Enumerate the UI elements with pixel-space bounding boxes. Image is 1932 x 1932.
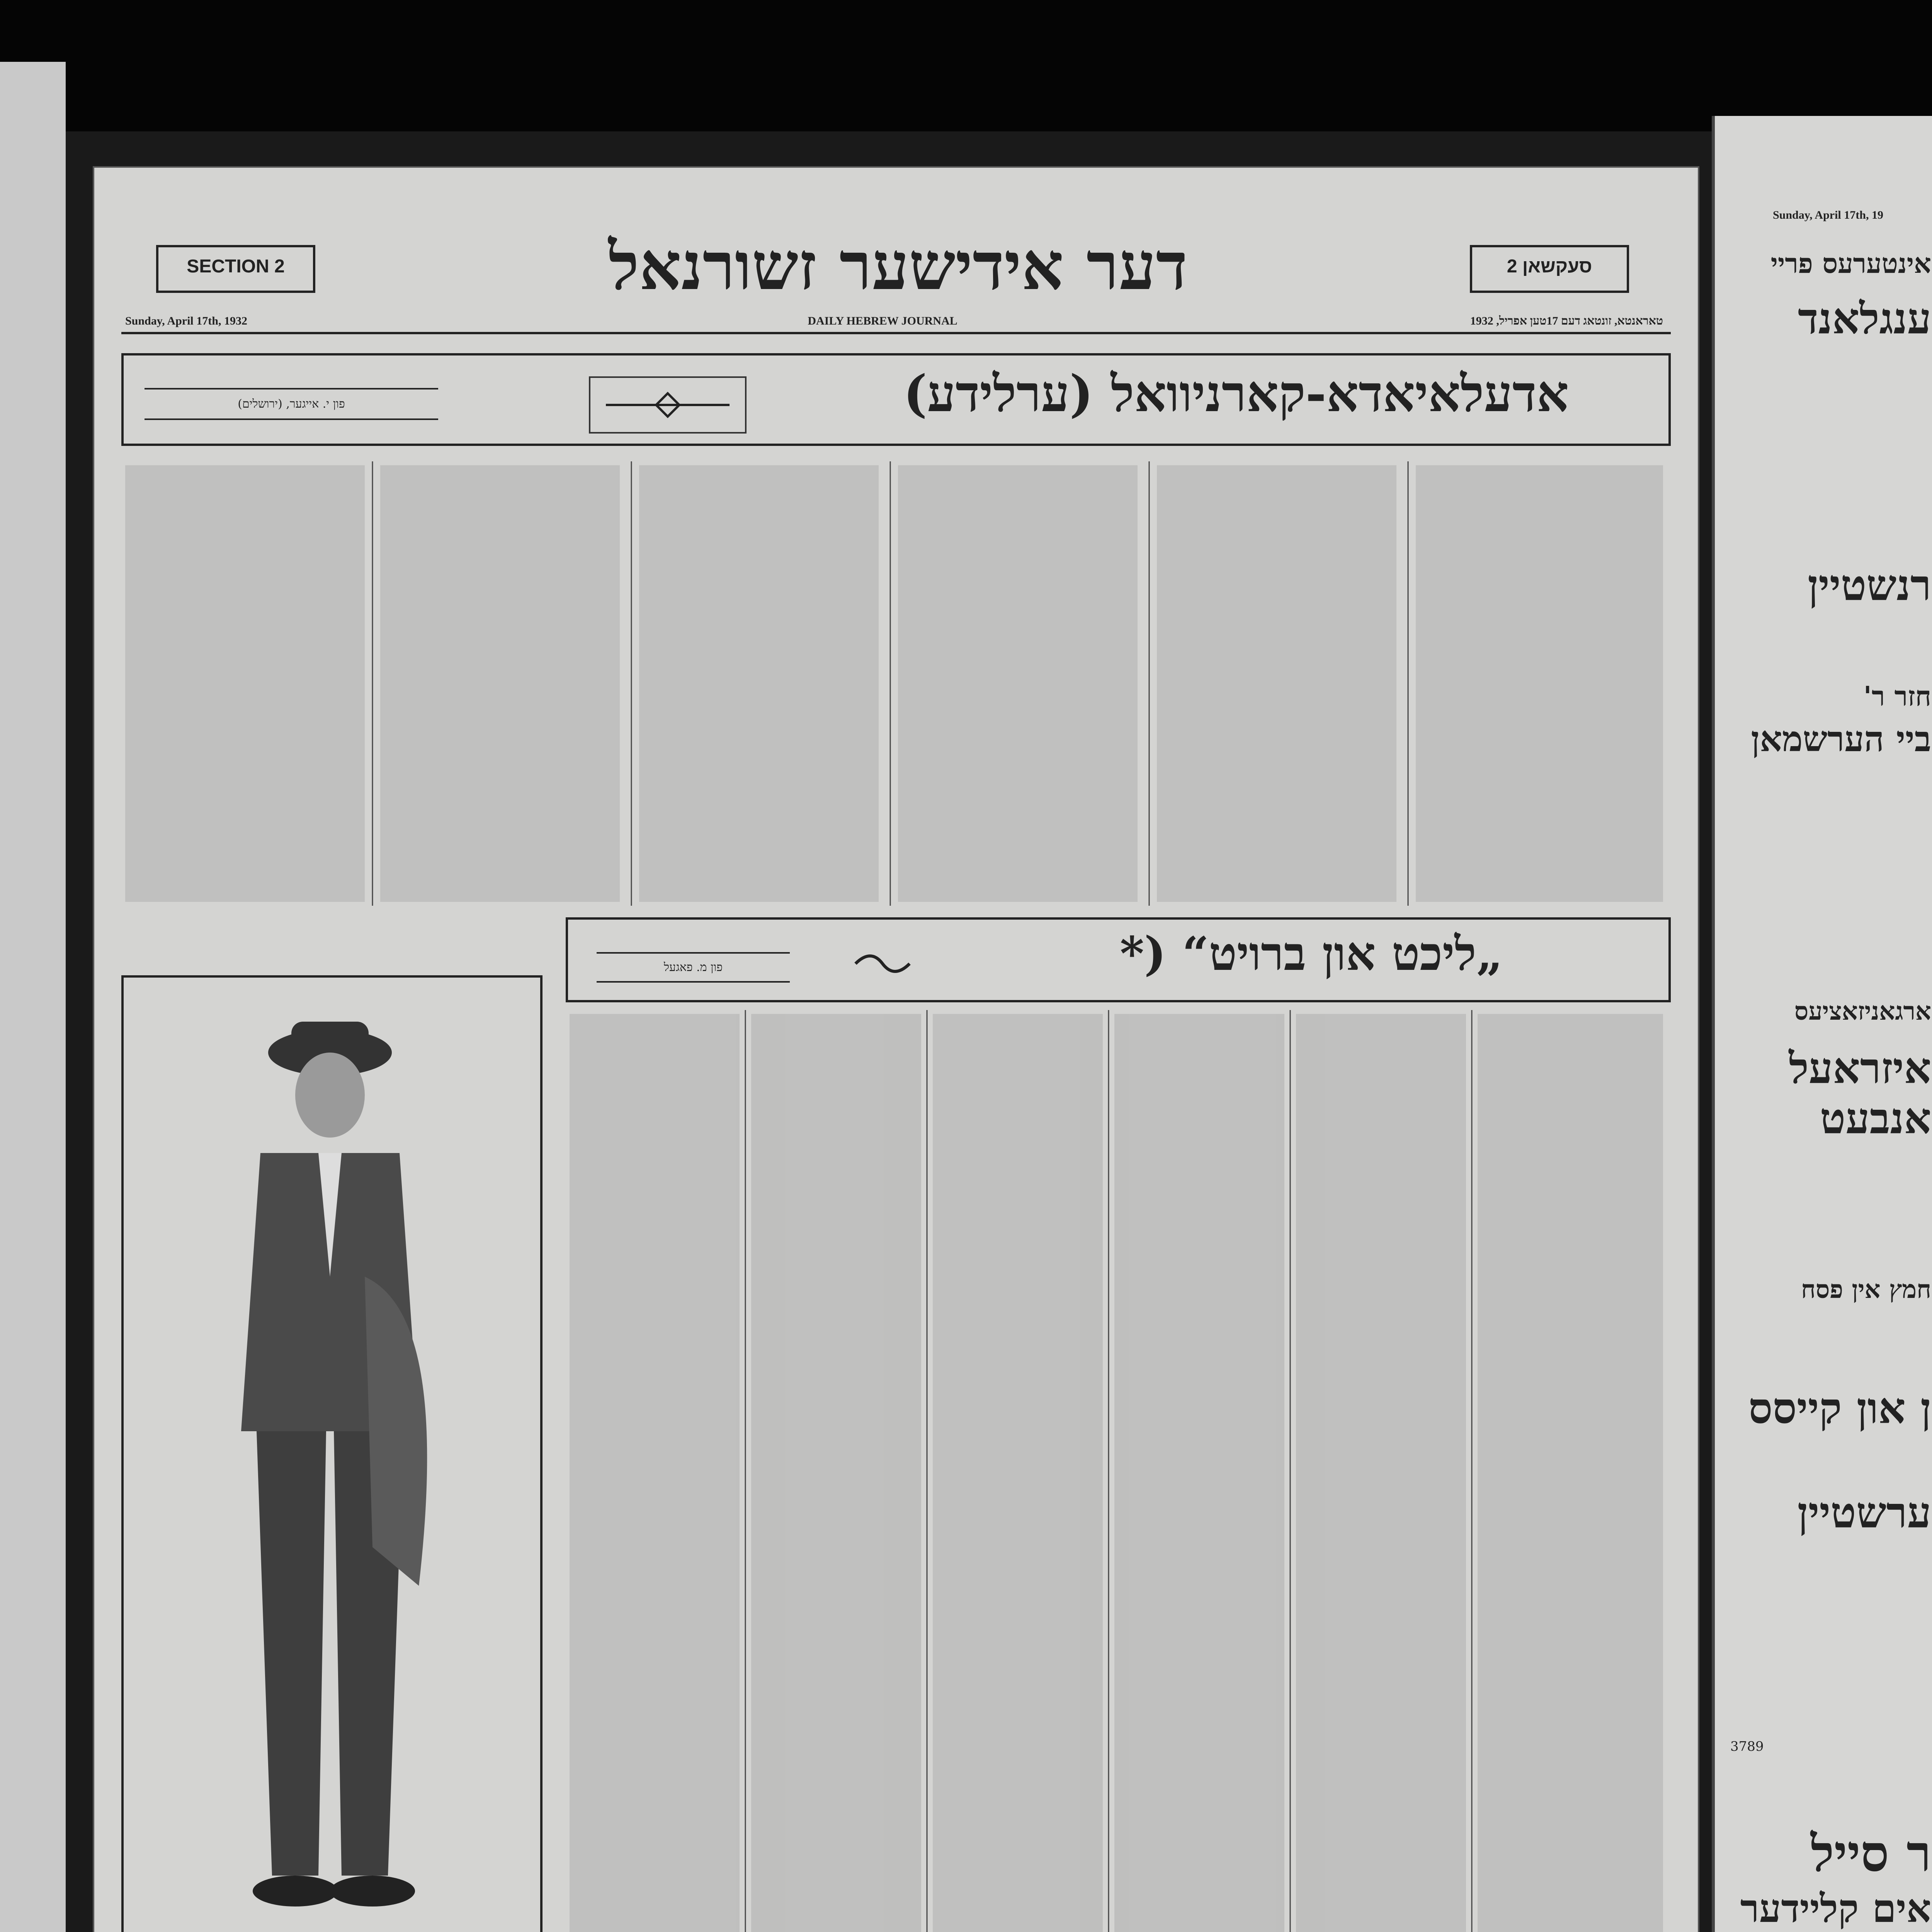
adjacent-heading-10: ן און קייסס: [1748, 1383, 1931, 1433]
adjacent-heading-5: ביי הערשמאן: [1751, 719, 1931, 760]
section-label-yi: סעקשאן 2: [1470, 245, 1629, 293]
adjacent-heading-3: רנשטיין: [1808, 560, 1931, 610]
date-yi: טאראנטא, זונטאג דעם 17טען אפריל, 1932: [1470, 315, 1663, 327]
article1-headline: אדעלאיאדא-קארניוואל (ערלידע): [903, 364, 1569, 423]
masthead-title: דער אידישער זשורנאל: [608, 228, 1188, 305]
article2-byline: פון מ. פאגעל: [597, 952, 790, 983]
date-en: Sunday, April 17th, 1932: [125, 315, 247, 327]
article2-body: [566, 1010, 1671, 1932]
adjacent-heading-9: חמץ אין פסח: [1801, 1275, 1931, 1304]
adjacent-date: Sunday, April 17th, 19: [1773, 209, 1883, 221]
scan-border-top: [0, 0, 1932, 131]
ornament-icon: [848, 948, 917, 979]
man-in-suit-illustration: [202, 1006, 457, 1914]
scan-border-left: [0, 62, 66, 1932]
article2-headline: „ליכט און ברויט“ (*: [1120, 927, 1503, 981]
adjacent-heading-11: ערשטיין: [1797, 1488, 1931, 1537]
masthead-rule: [121, 332, 1671, 334]
adjacent-heading-4: חזר ר': [1863, 680, 1931, 712]
adjacent-heading-2: ענגלאנד: [1798, 294, 1931, 344]
adjacent-heading-1: אינטערעס פריי: [1770, 247, 1931, 279]
adjacent-heading-12: ר סייל: [1810, 1824, 1931, 1883]
article1-byline: פון י. אייגער, (ירושלים): [145, 388, 438, 420]
adjacent-heading-7: איזראעל: [1789, 1043, 1931, 1093]
adjacent-heading-8: אנבעט: [1820, 1094, 1931, 1143]
paper-name-en: DAILY HEBREW JOURNAL: [808, 315, 957, 327]
section-label-en: SECTION 2: [156, 245, 315, 293]
article1-body: [121, 461, 1671, 913]
adjacent-page: [1712, 116, 1932, 1932]
adjacent-heading-13: אים קליידער: [1740, 1886, 1931, 1931]
ornament-icon: [589, 376, 747, 434]
adjacent-heading-6: ארגאניזאציעס: [1794, 997, 1931, 1026]
adjacent-number: 3789: [1730, 1739, 1764, 1754]
newspaper-page: [93, 166, 1699, 1932]
